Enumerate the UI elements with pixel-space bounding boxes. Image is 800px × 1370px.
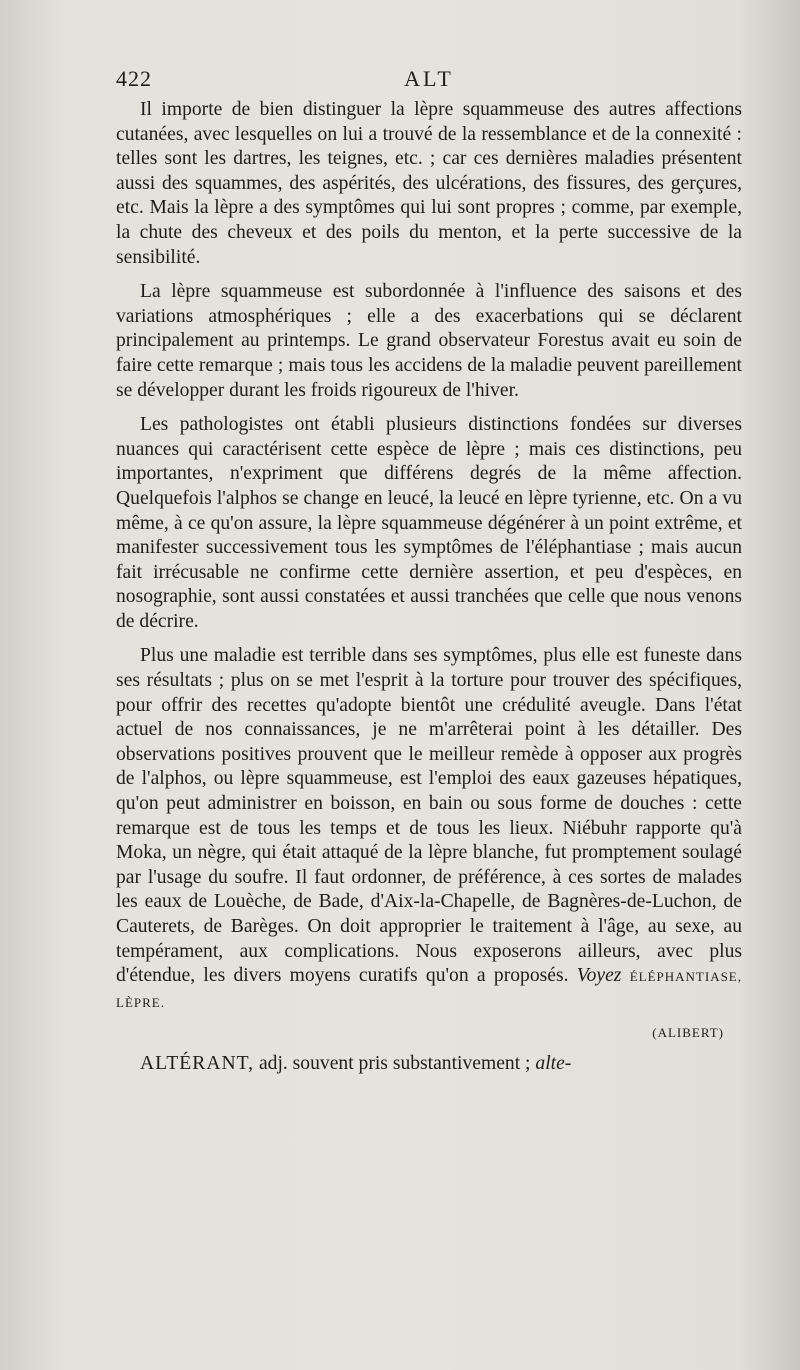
treatment-text: Plus une maladie est terrible dans ses symptômes, plus elle est funeste dans ses résultats ; plus on se met l'esprit à la torture pour trouver des spécifiques, pour offrir des recettes qu'adopte bientôt une crédulité aveugle. Dans l'état actuel de nos connaissances, je ne m'arrêterai point à les détailler. Des observations positives prouvent que le meilleur remède à opposer aux progrès de l'alphos, ou lèpre squammeuse, est l'emploi des eaux gazeuses hépatiques, qu'on peut administrer en boisson, en bain ou sous forme de douches : cette remarque est de tous les temps et de tous les lieux. Niébuhr rapporte qu'à Moka, un nègre, qui était attaqué de la lèpre blanche, fut promptement soulagé par l'usage du soufre. Il faut ordonner, de préférence, à ces sortes de malades les eaux de Louèche, de Bade, d'Aix-la-Chapelle, de Bagnères-de-Luchon, de Cauterets, de Barèges. On doit approprier le traitement à l'âge, au sexe, au tempérament, aux complications. Nous exposerons ailleurs, avec plus d'étendue, les divers moyens curatifs qu'on a proposés. [116, 645, 742, 987]
entry-text: adj. souvent pris substantivement ; [254, 1052, 536, 1074]
page-header [116, 66, 742, 96]
paragraph-distinction: Il importe de bien distinguer la lèpre squammeuse des autres affections cutanées, avec lesquelles on lui a trouvé de la ressemblance et de la connexité : telles sont les dartres, les teignes, etc. ; car ces dernières maladies présentent aussi des squammes, des aspérités, des ulcérations, des fissures, des gerçures, etc. Mais la lèpre a des symptômes qui lui sont propres ; comme, par exemple, la chute des cheveux et des poils du menton, et la perte successive de la sensibilité. [116, 99, 742, 268]
crossref-voyez: Voyez [576, 965, 622, 987]
page-number: 422 [116, 66, 152, 91]
paragraph-treatment [116, 644, 742, 1015]
crossref-targets: ÉLÉPHANTIASE, LÈPRE. [116, 969, 742, 1010]
paragraph-pathologists: Les pathologistes ont établi plusieurs distinctions fondées sur diverses nuances qui caractérisent cette espèce de lèpre ; mais ces distinctions, peu importantes, n'expriment que différens degrés de la même affection. Quelquefois l'alphos se change en leucé, la leucé en lèpre tyrienne, etc. On a vu même, à ce qu'on assure, la lèpre squammeuse dégénérer à un point extrême, et manifester successivement tous les symptômes de l'éléphantiase ; mais aucun fait irrécusable ne confirme cette dernière assertion, et peu d'espèces, en nosographie, sont aussi constatées et aussi tranchées que celle que nous venons de décrire. [116, 414, 742, 632]
paragraph-seasons: La lèpre squammeuse est subordonnée à l'influence des saisons et des variations atmosphériques ; elle a des exacerbations qui se déclarent principalement au printemps. Le grand observateur Forestus avait eu soin de faire cette remarque ; mais tous les accidens de la maladie peuvent pareillement se développer durant les froids rigoureux de l'hiver. [116, 281, 742, 401]
body-text [116, 98, 742, 1077]
author-signature: (ALIBERT) [652, 1025, 724, 1041]
entry-continued: alte- [535, 1052, 572, 1074]
entry-headword: ALTÉRANT, [140, 1052, 255, 1074]
next-entry [116, 1052, 742, 1077]
running-head: ALT [404, 66, 454, 91]
